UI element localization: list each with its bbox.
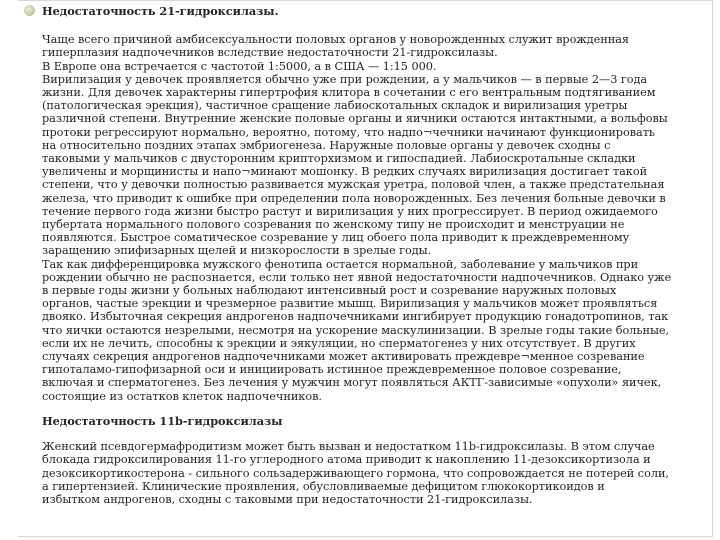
section-body-21-hydroxylase: Чаще всего причиной амбисексуальности половых органов у новорожденных служит врожденная гиперплазия надпочечников вследствие недостаточности 21-гидроксилазы. В Европе она встречается с частотой 1:5000, а в США — 1:15 000. Вирилизация у девочек проявляется обычно уже при рождении, а у мальчиков — в первые 2—3 года жизни. Для девочек характерны гипертрофия клитора в сочетании с его вентральным подтягиванием (патологическая эрекция), частичное сращение лабиоскотальных складок и вирилизация уретры различной степени. Внутренние женские половые органы и яичники остаются интактными, а вольфовы протоки регрессируют нормально, вероятно, потому, что надпо¬чечники начинают функционировать на относительно поздних этапах эмбриогенеза. Наружные половые органы у девочек сходны с таковыми у мальчиков с двусторонним крипторхизмом и гипоспадией. Лабиоскротальные складки увеличены и морщинисты и напо¬минают мошонку. В редких случаях вирилизация достигает такой степени, что у девочки полностью развивается мужская уретра, половой член, а также предстательная железа, что приводит к ошибке при определении пола новорожденных. Без лечения больные девочки в течение первого года жизни быстро растут и вирилизация у них прогрессирует. В период ожидаемого пубертата нормального полового созревания по женскому типу не происходит и менструации не появляются. Быстрое соматическое созревание у лиц обоего пола приводит к преждевременному заращению эпифизарных щелей и низкорослости в зрелые годы. Так как дифференцировка мужского фенотипа остается нормальной, заболевание у мальчиков при рождении обычно не распознается, если только нет явной недостаточности надпочечников. Однако уже в первые годы жизни у больных наблюдают интенсивный рост и созревание наружных половых органов, частые эрекции и чрезмерное развитие мышц. Вирилизация у мальчиков может проявляться двояко. Избыточная секреция андрогенов надпочечниками ингибирует продукцию гонадотропинов, так что яички остаются незрелыми, несмотря на ускорение маскулинизации. В зрелые годы такие больные, если их не лечить, способны к эрекции и эякуляции, но сперматогенез у них отсутствует. В других случаях секреция андрогенов надпочечниками может активировать преждевре¬менное созревание гипоталамо-гипофизарной оси и инициировать истинное преждевременное половое созревание, включая и сперматогенез. Без лечения у мужчин могут появляться АКТГ-зависимые «опухоли» яичек, состоящие из остатков клеток надпочечников. [42,33,672,403]
section-heading-21-hydroxylase: Недостаточность 21-гидроксилазы. [42,4,279,18]
section-heading-11b-hydroxylase: Недостаточность 11b-гидроксилазы [42,413,283,428]
text-content [42,2,712,506]
bullet-dot-icon [24,5,35,16]
frame-top-border [18,0,712,1]
frame-right-border [712,0,713,536]
section-body-11b-hydroxylase: Женский псевдогермафродитизм может быть вызван и недостатком 11b-гидроксилазы. В этом случае блокада гидроксилирования 11-го углеродного атома приводит к накоплению 11-дезоксикортизола и дезоксикортикостерона - сильного сользадерживающего гормона, что сопровождается не потерей соли, а гипертензией. Клинические проявления, обусловливаемые дефицитом глюкокортикоидов и избытком андрогенов, сходны с таковыми при недостаточности 21-гидроксилазы. [42,440,669,506]
frame-bottom-border [18,536,713,537]
